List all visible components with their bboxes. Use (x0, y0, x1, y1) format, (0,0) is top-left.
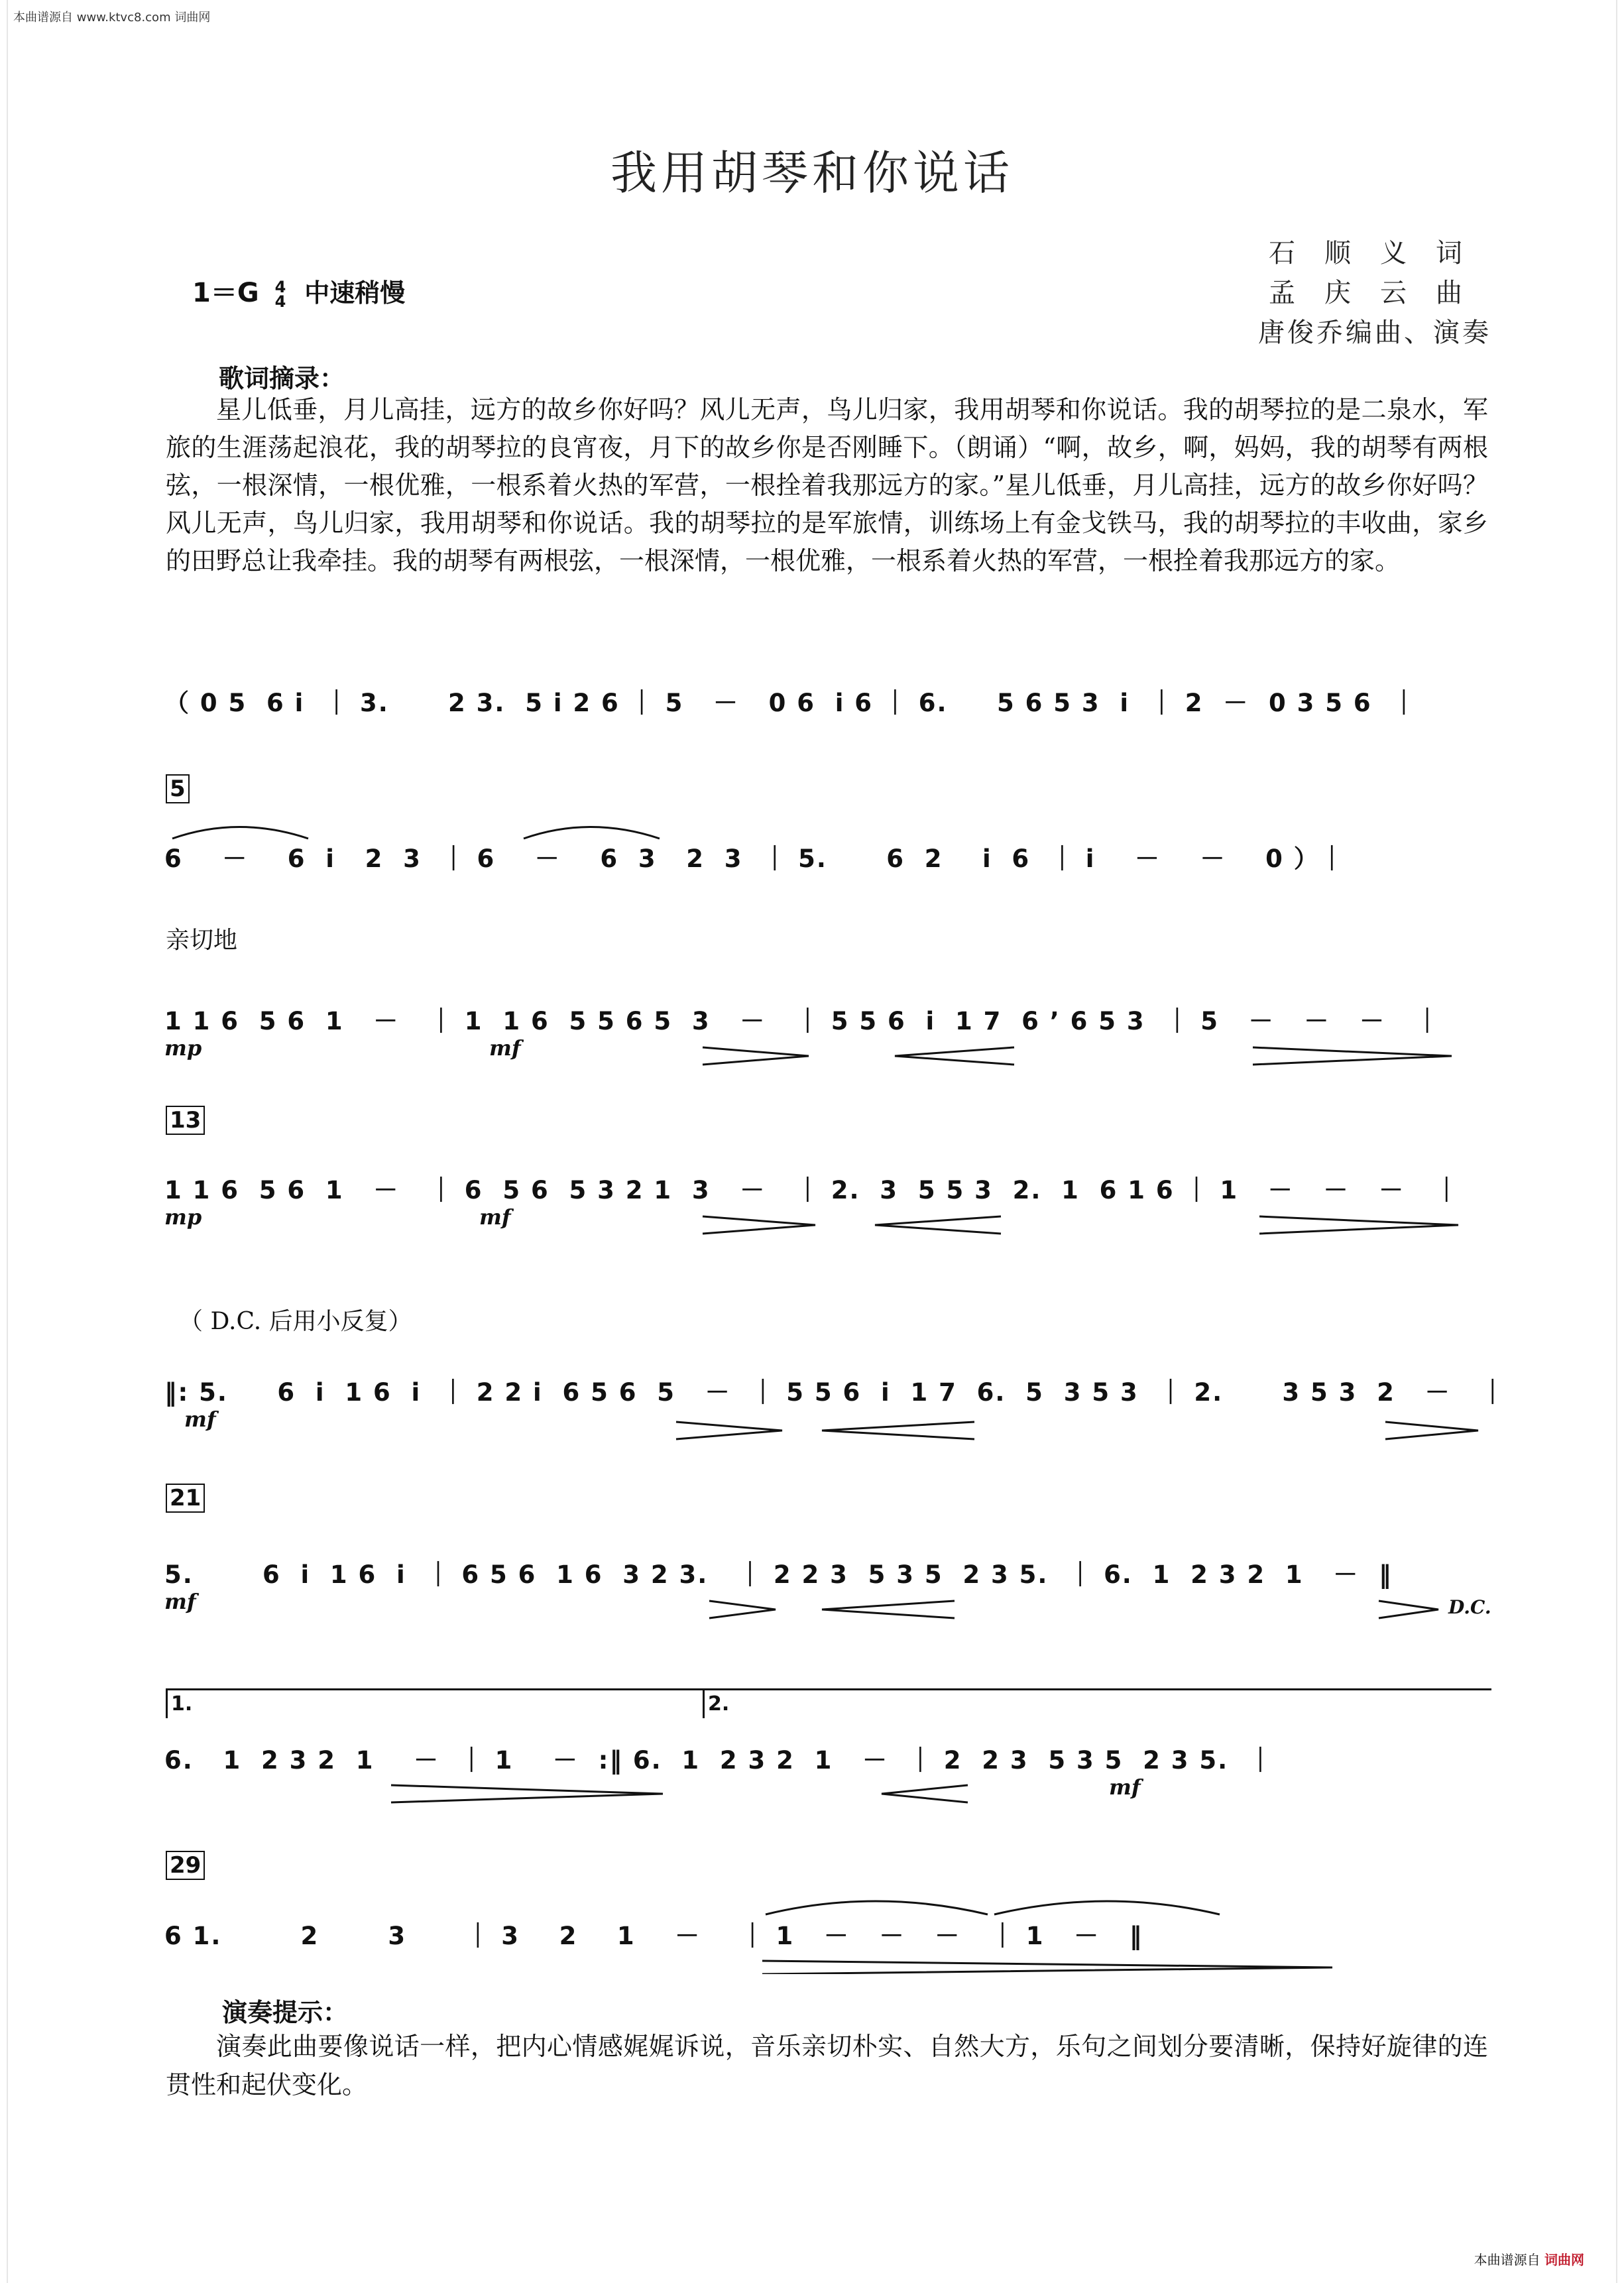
tips-text: 演奏此曲要像说话一样，把内心情感娓娓诉说，音乐亲切朴实、自然大方，乐句之间划分要清晰，保持好旋律的连贯性和起伏变化。 (166, 2032, 1488, 2099)
hairpins-line-3 (696, 1044, 1491, 1071)
notes: 6. 1 2 3 2 1 － ｜ 1 － :‖ 6. 1 2 3 2 1 － ｜ 2 2 3 5 3 5 2 3 5. ｜ (164, 1746, 1274, 1775)
notes: 1 1 6 5 6 1 － ｜ 6 5 6 5 3 2 1 3 － ｜ 2. 3 5 5 3 2. 1 6 1 6 ｜ 1 － － － ｜ (164, 1176, 1460, 1204)
score-line-2 (164, 839, 1493, 918)
time-signature: 4 4 (274, 278, 286, 311)
measure-number: 5 (166, 774, 190, 803)
dynamic-mark: mf (479, 1204, 511, 1230)
measure-number: 21 (166, 1484, 205, 1513)
footer-brand[interactable]: 词曲网 (1544, 2252, 1584, 2268)
footer (1474, 2249, 1584, 2268)
volta-1-bracket (166, 1688, 703, 1690)
dynamic-mark: mf (489, 1035, 521, 1061)
hairpins-line-4 (696, 1213, 1491, 1240)
lyrics-text: 星儿低垂，月儿高挂，远方的故乡你好吗？风儿无声，鸟儿归家，我用胡琴和你说话。我的胡琴拉的是二泉水，军旅的生涯荡起浪花，我的胡琴拉的良宵夜，月下的故乡你是否刚睡下。（朗诵）“啊，故乡，啊，妈妈，我的胡琴有两根弦，一根深情，一根优雅，一根系着火热的军营，一根拴着我那远方的家。”星儿低垂，月儿高挂，远方的故乡你好吗？风儿无声，鸟儿归家，我用胡琴和你说话。我的胡琴拉的是军旅情，训练场上有金戈铁马，我的胡琴拉的丰收曲，家乡的田野总让我牵挂。我的胡琴有两根弦，一根深情，一根优雅，一根系着火热的军营，一根拴着我那远方的家。 (166, 395, 1488, 575)
measure-number: 13 (166, 1106, 205, 1135)
hairpins-line-5 (663, 1419, 1491, 1445)
volta-2-label: 2. (708, 1692, 730, 1716)
slurs-line-8 (756, 1888, 1352, 1974)
dynamic-mark: mf (164, 1589, 196, 1614)
page-title: 我用胡琴和你说话 (610, 146, 1014, 200)
lyrics-heading: 歌词摘录： (219, 364, 345, 393)
site-label: 本曲谱源自 www.ktvc8.com 词曲网 (13, 11, 211, 25)
composer-credit: 孟庆云曲 (1269, 278, 1491, 308)
expression-marking: 亲切地 (166, 927, 238, 954)
notes: 6 － 6 i 2 3 ｜ 6 － 6 3 2 3 ｜ 5. 6 2 i 6 ｜ i － － 0 ）｜ (164, 845, 1346, 873)
volta-2-bracket (703, 1688, 1491, 1690)
dynamic-mark: mf (1109, 1775, 1141, 1800)
right-edge (1616, 0, 1617, 2283)
slurs-line-2 (166, 815, 829, 842)
dc-marking: D.C. (1448, 1596, 1491, 1618)
tempo-marking: 中速稍慢 (304, 278, 406, 308)
volta-1-hook (166, 1688, 168, 1718)
score-line-1 (164, 676, 1493, 756)
tips-heading: 演奏提示： (222, 1998, 349, 2027)
volta-1-label: 1. (171, 1692, 193, 1716)
hairpins-line-6 (703, 1598, 1458, 1624)
volta-2-hook (703, 1688, 705, 1718)
measure-number: 29 (166, 1851, 205, 1880)
key-signature (192, 272, 405, 310)
dynamic-mark: mf (184, 1407, 216, 1432)
dynamic-mark: mp (164, 1204, 202, 1230)
hairpins-line-7 (384, 1782, 981, 1808)
expression-marking: （ D.C. 后用小反复） (179, 1308, 412, 1335)
arranger-credit: 唐俊乔编曲、演奏 (1258, 318, 1491, 348)
key-text: 1＝G (192, 278, 259, 308)
dynamic-mark: mp (164, 1035, 202, 1061)
notes: 1 1 6 5 6 1 － ｜ 1 1 6 5 5 6 5 3 － ｜ 5 5 6 i 1 7 6 ’ 6 5 3 ｜ 5 － － － ｜ (164, 1007, 1441, 1035)
notes: （ 0 5 6 i ｜ 3. 2 3. 5 i 2 6 ｜ 5 － 0 6 i 6 ｜ 6. 5 6 5 3 i ｜ 2 － 0 3 5 6 ｜ (164, 689, 1418, 717)
footer-source: 本曲谱源自 (1474, 2252, 1540, 2268)
left-edge (7, 0, 8, 2283)
notes: 5. 6 i 1 6 i ｜ 6 5 6 1 6 3 2 3. ｜ 2 2 3 5 3 5 2 3 5. ｜ 6. 1 2 3 2 1 － ‖ (164, 1560, 1393, 1589)
notes: ‖: 5. 6 i 1 6 i ｜ 2 2 i 6 5 6 5 － ｜ 5 5 6 i 1 7 6. 5 3 5 3 ｜ 2. 3 5 3 2 － ｜ (164, 1378, 1507, 1407)
notes: 6 1. 2 3 ｜ 3 2 1 － ｜ 1 － － － ｜ 1 － ‖ (164, 1922, 1143, 1950)
lyricist-credit: 石顺义词 (1269, 238, 1491, 268)
